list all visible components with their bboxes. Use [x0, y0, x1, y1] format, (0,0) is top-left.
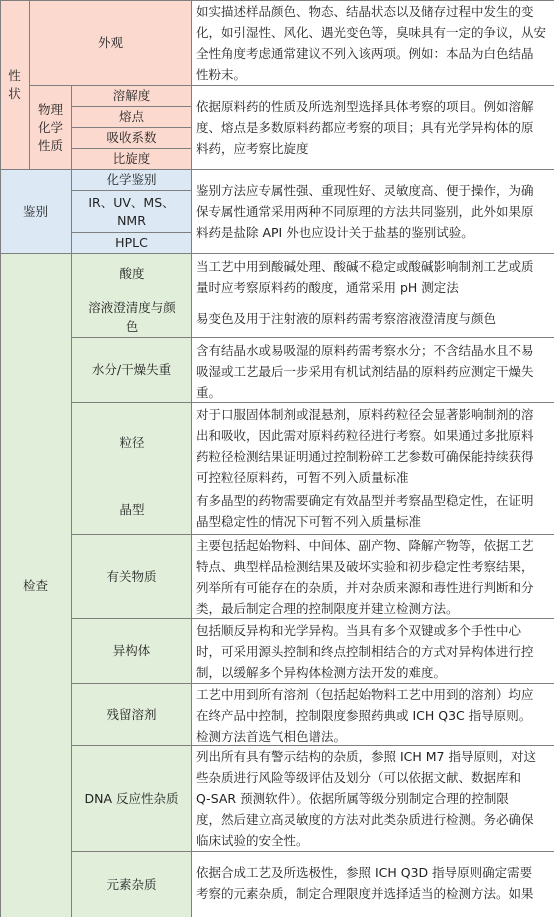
category-label: 鉴别 — [22, 203, 48, 219]
category-jiancha — [0, 254, 72, 917]
item-huaxue-jianbie — [72, 170, 192, 191]
desc-line: 化，如引湿性、风化、遇光变色等，臭味具有一定的争议，从安 — [196, 25, 547, 40]
item-ir-uv-ms-nmr — [72, 191, 192, 233]
desc-line: 全性角度考虑通常建议不列入该两项。例如：本品为白色结晶 — [196, 46, 534, 61]
desc-line: 度，然后建立高灵敏度的方法对此类杂质进行检测。务必确保 — [196, 812, 534, 827]
desc-line: 工艺中用到所有溶剂（包括起始物料工艺中用到的溶剂）均应 — [196, 687, 534, 702]
desc-youguan — [192, 535, 554, 619]
subcategory-wuli-huaxue — [30, 86, 72, 170]
item-label: 比旋度 — [112, 151, 151, 166]
desc-line: 类，最后制定合理的控制限度并建立检测方法。 — [196, 601, 459, 616]
category-label-char: 性 — [8, 67, 21, 83]
desc-line: 时，可采用源头控制和终点控制相结合的方式对异构体进行控 — [196, 644, 534, 659]
desc-line: 度、熔点是多数原料药都应考察的项目；具有光学异构体的原 — [196, 120, 534, 135]
desc-line: 有多晶型的药物需要确定有效晶型并考察晶型稳定性，在证明 — [196, 493, 534, 508]
item-label: 熔点 — [118, 109, 144, 124]
desc-line: 鉴别方法应专属性强、重现性好、灵敏度高、便于操作，为确 — [196, 183, 534, 198]
desc-line: 可控粒径原料药，可暂不列入质量标准 — [196, 470, 409, 485]
desc-line: 易变色及用于注射液的原料药需考察溶液澄清度与颜色 — [196, 311, 497, 326]
desc-yuansu — [192, 862, 554, 906]
desc-line: 依据合成工艺及所选极性，参照 ICH Q3D 指导原则确定需要 — [196, 865, 533, 880]
item-rongjiedu — [72, 86, 192, 107]
desc-line: 性粉末。 — [196, 67, 247, 82]
item-label: HPLC — [115, 235, 148, 250]
item-label: DNA 反应性杂质 — [84, 790, 179, 806]
desc-line: 出和吸收，因此需对原料药粒径进行考察。如果通过多批原料 — [196, 428, 534, 443]
item-jingxing: 晶型 — [119, 502, 145, 517]
desc-line: 料药是盐除 API 外也应设计关于盐基的鉴别试验。 — [196, 225, 474, 240]
item-label-line: IR、UV、MS、 — [88, 194, 175, 210]
item-canliu — [72, 684, 192, 746]
category-xingzhuang — [0, 0, 30, 170]
desc-line: 量时应考察原料药的酸度，通常采用 pH 测定法 — [196, 280, 459, 295]
table-left-border — [0, 0, 1, 917]
desc-line: 晶型稳定性的情况下可暂不列入质量标准 — [196, 514, 422, 529]
item-xishou — [72, 128, 192, 149]
item-dna — [72, 746, 192, 852]
table-top-border — [0, 0, 554, 1]
subcategory-label-line: 性质 — [37, 137, 63, 153]
item-label: 有关物质 — [106, 568, 157, 584]
item-label: 吸收系数 — [106, 130, 157, 145]
desc-line: 含有结晶水或易吸湿的原料药需考察水分；不含结晶水且不易 — [196, 343, 534, 358]
desc-jianbie — [192, 180, 554, 246]
item-rongdian — [72, 107, 192, 128]
desc-line: 保专属性通常采用两种不同原理的方法共同鉴别，此外如果原 — [196, 204, 534, 219]
desc-line: 制，以缓解多个异构体检测方法开发的难度。 — [196, 665, 447, 680]
subcategory-label-line: 化学 — [37, 119, 63, 135]
desc-lijing — [192, 404, 554, 488]
item-shuifen — [72, 338, 192, 403]
desc-line: 特点、典型样品检测结果及破坏实验和初步稳定性考察结果， — [196, 559, 534, 574]
desc-line: 些杂质进行风险等级评估及划分（可以依据文献、数据库和 — [196, 770, 522, 785]
desc-yigouti — [192, 620, 554, 683]
item-yigouti — [72, 619, 192, 684]
item-label-line: 溶液澄清度与颜 — [88, 300, 176, 315]
item-label: 元素杂质 — [106, 876, 157, 892]
item-suandu: 酸度 — [119, 266, 145, 281]
subcategory-label-line: 物理 — [37, 101, 63, 117]
desc-line: 检测方法首选气相色谱法。 — [196, 729, 347, 744]
desc-line: 包括顺反异构和光学异构。当具有多个双键或多个手性中心 — [196, 623, 522, 638]
item-label-line: 色 — [125, 319, 139, 334]
desc-jingxing — [192, 490, 554, 534]
item-label: 化学鉴别 — [106, 172, 157, 187]
desc-canliu — [192, 684, 554, 746]
desc-line: 临床试验的安全性。 — [196, 833, 309, 848]
desc-line: 在终产品中控制，控制限度参照药典或 ICH Q3C 指导原则。 — [196, 708, 532, 723]
desc-line: 列举所有可能存在的杂质，并对杂质来源和毒性进行判断和分 — [196, 580, 534, 595]
category-label: 检查 — [22, 577, 48, 593]
desc-line: 如实描述样品颜色、物态、结晶状态以及储存过程中发生的变 — [196, 4, 534, 19]
category-jianbie — [0, 170, 72, 254]
desc-line: 对于口服固体制剂或混悬剂，原料药粒径会显著影响制剂的溶 — [196, 407, 534, 422]
desc-line: 吸湿或工艺最后一步采用有机试剂结晶的原料药应测定干燥失 — [196, 364, 534, 379]
item-hplc — [72, 233, 192, 254]
desc-shuifen — [192, 340, 554, 402]
item-youguan — [72, 535, 192, 619]
item-label: 水分/干燥失重 — [91, 362, 172, 377]
desc-line: 重。 — [196, 385, 222, 400]
category-label-char: 状 — [8, 85, 21, 101]
item-waiguan — [30, 0, 192, 86]
item-label: 溶解度 — [112, 88, 151, 103]
item-yuansu — [72, 852, 192, 917]
desc-line: 考察的元素杂质，制定合理限度并选择适当的检测方法。如果 — [196, 886, 534, 901]
item-label: 外观 — [97, 34, 123, 50]
desc-line: Q-SAR 预测软件）。依据所属等级分别制定合理的控制限 — [196, 791, 509, 806]
desc-dna — [192, 746, 554, 852]
item-lijing: 粒径 — [119, 435, 145, 450]
desc-suandu — [192, 256, 554, 300]
desc-wuli — [192, 96, 554, 162]
item-label-line: NMR — [117, 212, 146, 228]
item-label: 异构体 — [112, 643, 151, 658]
item-bixuandu — [72, 149, 192, 170]
desc-line: 当工艺中用到酸碱处理、酸碱不稳定或酸碱影响制剂工艺或质 — [196, 259, 534, 274]
desc-line: 依据原料药的性质及所选剂型选择具体考察的项目。例如溶解 — [196, 99, 534, 114]
desc-line: 料药，应考察比旋度 — [196, 141, 309, 156]
desc-line: 列出所有具有警示结构的杂质，参照 ICH M7 指导原则，对这 — [196, 749, 536, 764]
desc-waiguan — [192, 1, 554, 85]
desc-line: 主要包括起始物料、中间体、副产物、降解产物等，依据工艺 — [196, 538, 534, 553]
item-label: 残留溶剂 — [106, 706, 157, 722]
desc-line: 药粒径检测结果证明通过控制粉碎工艺参数可确保能持续获得 — [196, 449, 534, 464]
item-rongye — [72, 298, 192, 338]
desc-rongye — [192, 308, 554, 330]
